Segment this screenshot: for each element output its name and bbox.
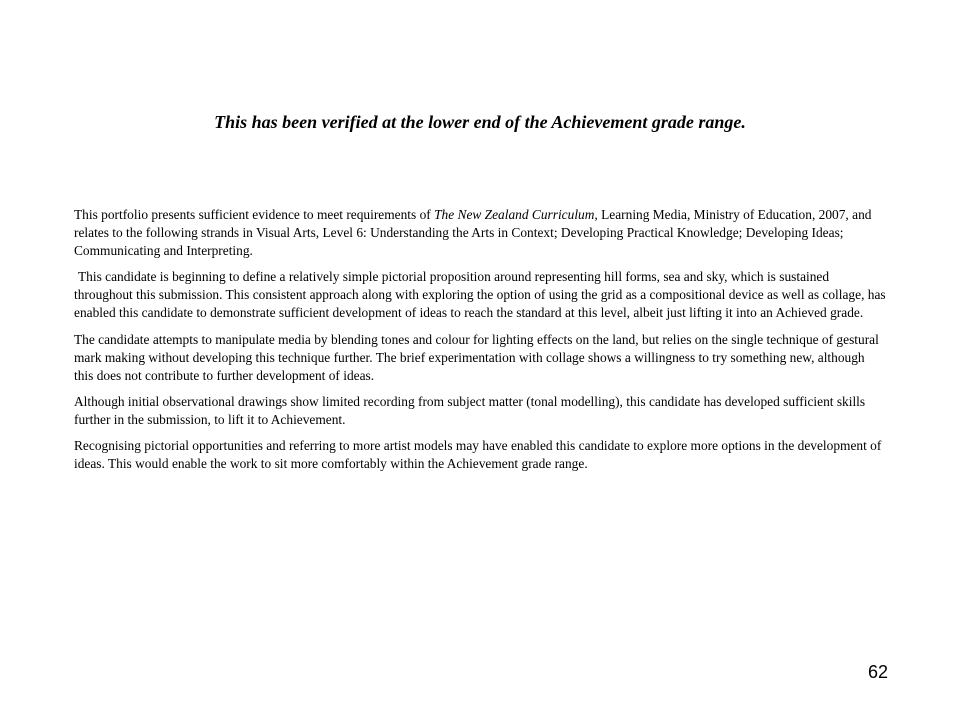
page-number: 62 bbox=[867, 662, 888, 682]
paragraph-curriculum-lead: This portfolio presents sufficient evidence to meet requirements of bbox=[74, 207, 435, 222]
curriculum-title: The New Zealand Curriculum bbox=[434, 207, 595, 222]
assessment-commentary bbox=[74, 206, 886, 481]
paragraph-curriculum-rest: , Learning Media, Ministry of Education, 2007, and relates to the following strands in Visual Arts, Level 6: Understanding the Arts in Context; Developing Practical Knowledge; Developing Ideas; Communicating and Interpreting. bbox=[74, 207, 872, 259]
paragraph-curriculum bbox=[74, 206, 886, 260]
paragraph-media-manipulation: The candidate attempts to manipulate media by blending tones and colour for lighting effects on the land, but relies on the single technique of gestural mark making without developing this technique further. The brief experimentation with collage shows a willingness to try something new, although this does not contribute to further development of ideas. bbox=[74, 331, 879, 383]
page-heading: This has been verified at the lower end of the Achievement grade range. bbox=[214, 112, 746, 132]
paragraph-observational-drawings: Although initial observational drawings show limited recording from subject matter (tonal modelling), this candidate has developed sufficient skills further in the submission, to lift it to Achievement. bbox=[74, 393, 866, 427]
paragraph-recommendations: Recognising pictorial opportunities and referring to more artist models may have enabled this candidate to explore more options in the development of ideas. This would enable the work to sit more comfortably within the Achievement grade range. bbox=[74, 438, 882, 472]
paragraph-pictorial-proposition: This candidate is beginning to define a relatively simple pictorial proposition around representing hill forms, sea and sky, which is sustained throughout this submission. This consistent approach along with exploring the option of using the grid as a compositional device as well as collage, has enabled this candidate to demonstrate sufficient development of ideas to reach the standard at this level, albeit just lifting it into an Achieved grade. bbox=[74, 269, 886, 321]
